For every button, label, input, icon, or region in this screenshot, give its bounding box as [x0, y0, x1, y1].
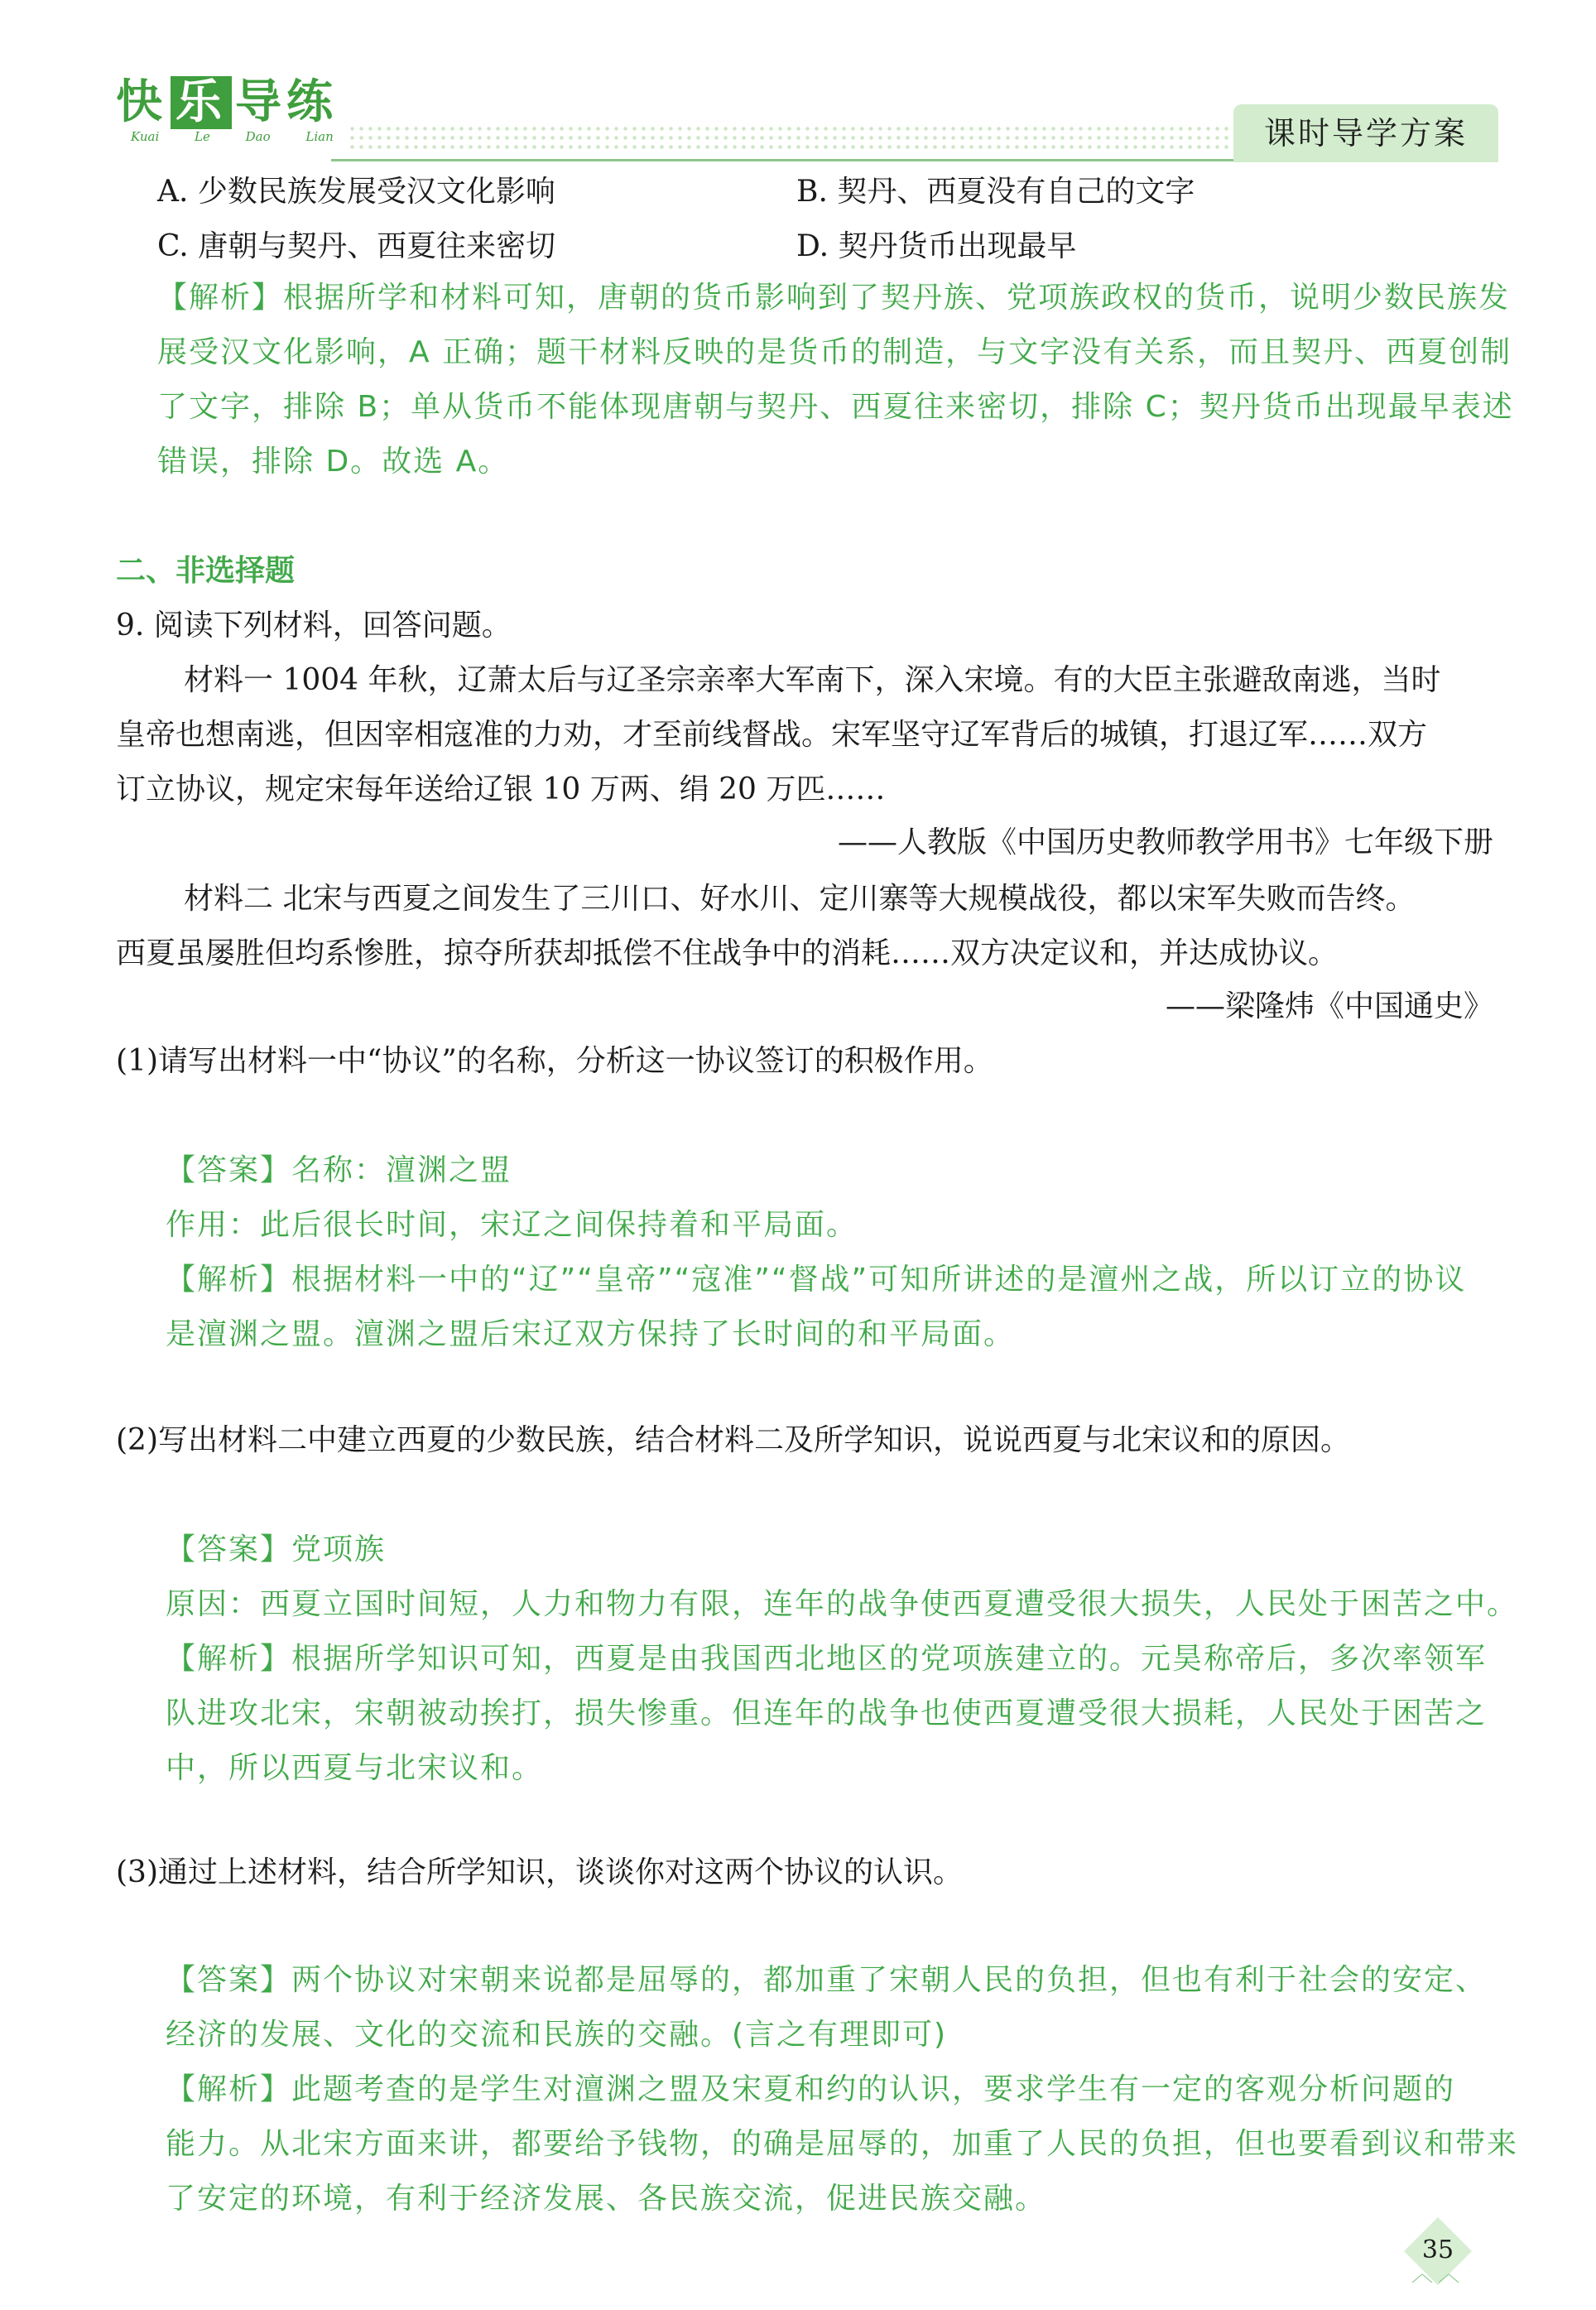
- q8-analysis-line: 展受汉文化影响，A 正确；题干材料反映的是货币的制造，与文字没有关系，而且契丹、西夏创制: [157, 335, 1512, 369]
- material-2-line: 西夏虽屡胜但均系惨胜，掠夺所获却抵偿不住战争中的消耗……双方决定议和，并达成协议。: [116, 936, 1339, 970]
- material-1-line: 订立协议，规定宋每年送给辽银 10 万两、绢 20 万匹……: [116, 772, 886, 806]
- answer-2-line: 【答案】党项族: [166, 1533, 387, 1566]
- option-b: B. 契丹、西夏没有自己的文字: [796, 175, 1195, 209]
- material-2-source: ——梁隆炜《中国通史》: [1165, 989, 1493, 1023]
- header-dot-band: [348, 124, 1233, 154]
- answer-3-line: 了安定的环境，有利于经济发展、各民族交流，促进民族交融。: [166, 2182, 1047, 2216]
- answer-1-line: 作用：此后很长时间，宋辽之间保持着和平局面。: [166, 1208, 858, 1242]
- material-2-line: 材料二 北宋与西夏之间发生了三川口、好水川、定川寨等大规模战役，都以宋军失败而告终。: [184, 882, 1416, 916]
- answer-3-line: 【答案】两个协议对宋朝来说都是屈辱的，都加重了宋朝人民的负担，但也有利于社会的安定、: [166, 1963, 1488, 1997]
- page-number: 35: [1421, 2235, 1454, 2264]
- sub-question-3: (3)通过上述材料，结合所学知识，谈谈你对这两个协议的认识。: [116, 1855, 963, 1889]
- answer-3-line: 【解析】此题考查的是学生对澶渊之盟及宋夏和约的认识，要求学生有一定的客观分析问题的: [166, 2072, 1456, 2106]
- q8-analysis-line: 错误，排除 D。故选 A。: [157, 445, 510, 479]
- answer-1-line: 【答案】名称：澶渊之盟: [166, 1153, 512, 1187]
- answer-1-line: 是澶渊之盟。澶渊之盟后宋辽双方保持了长时间的和平局面。: [166, 1317, 1016, 1351]
- answer-3-line: 经济的发展、文化的交流和民族的交融。(言之有理即可): [166, 2018, 948, 2052]
- logo: [116, 76, 338, 144]
- sub-question-1: (1)请写出材料一中“协议”的名称，分析这一协议签订的积极作用。: [116, 1044, 993, 1078]
- material-1-line: 皇帝也想南逃，但因宰相寇准的力劝，才至前线督战。宋军坚守辽军背后的城镇，打退辽军……双方: [116, 718, 1428, 752]
- answer-2-line: 原因：西夏立国时间短，人力和物力有限，连年的战争使西夏遭受很大损失，人民处于困苦之中。: [166, 1587, 1519, 1621]
- answer-2-line: 队进攻北宋，宋朝被动挨打，损失惨重。但连年的战争也使西夏遭受很大损耗，人民处于困苦之: [166, 1696, 1488, 1730]
- logo-title: 快 乐 导练: [116, 75, 338, 129]
- q8-analysis-line: 【解析】根据所学和材料可知，唐朝的货币影响到了契丹族、党项族政权的货币，说明少数民族发: [157, 281, 1511, 315]
- answer-1-line: 【解析】根据材料一中的“辽”“皇帝”“寇准”“督战”可知所讲述的是澶州之战，所以订立的协议: [166, 1263, 1467, 1297]
- logo-pinyin: Kuai Le Dao Lian: [131, 129, 334, 144]
- option-d: D. 契丹货币出现最早: [796, 229, 1077, 263]
- chevron-up-icon: ︿︿: [1411, 2262, 1464, 2287]
- section-title: 二、非选择题: [116, 554, 296, 588]
- question-stem: 9. 阅读下列材料，回答问题。: [116, 609, 512, 642]
- page-number-badge: [1407, 2227, 1469, 2287]
- material-1-source: ——人教版《中国历史教师教学用书》七年级下册: [837, 825, 1493, 859]
- sub-question-2: (2)写出材料二中建立西夏的少数民族，结合材料二及所学知识，说说西夏与北宋议和的原因。: [116, 1423, 1350, 1457]
- material-1-line: 材料一 1004 年秋，辽萧太后与辽圣宗亲率大军南下，深入宋境。有的大臣主张避敌南逃，当时: [184, 663, 1441, 697]
- answer-3-line: 能力。从北宋方面来讲，都要给予钱物，的确是屈辱的，加重了人民的负担，但也要看到议和带来: [166, 2127, 1519, 2161]
- option-a: A. 少数民族发展受汉文化影响: [157, 175, 555, 209]
- q8-analysis-line: 了文字，排除 B；单从货币不能体现唐朝与契丹、西夏往来密切，排除 C；契丹货币出现最早表述: [157, 390, 1514, 424]
- answer-2-line: 中，所以西夏与北宋议和。: [166, 1751, 544, 1785]
- section-tab: 课时导学方案: [1233, 104, 1498, 162]
- option-c: C. 唐朝与契丹、西夏往来密切: [157, 229, 556, 263]
- answer-2-line: 【解析】根据所学知识可知，西夏是由我国西北地区的党项族建立的。元昊称帝后，多次率领军: [166, 1642, 1488, 1676]
